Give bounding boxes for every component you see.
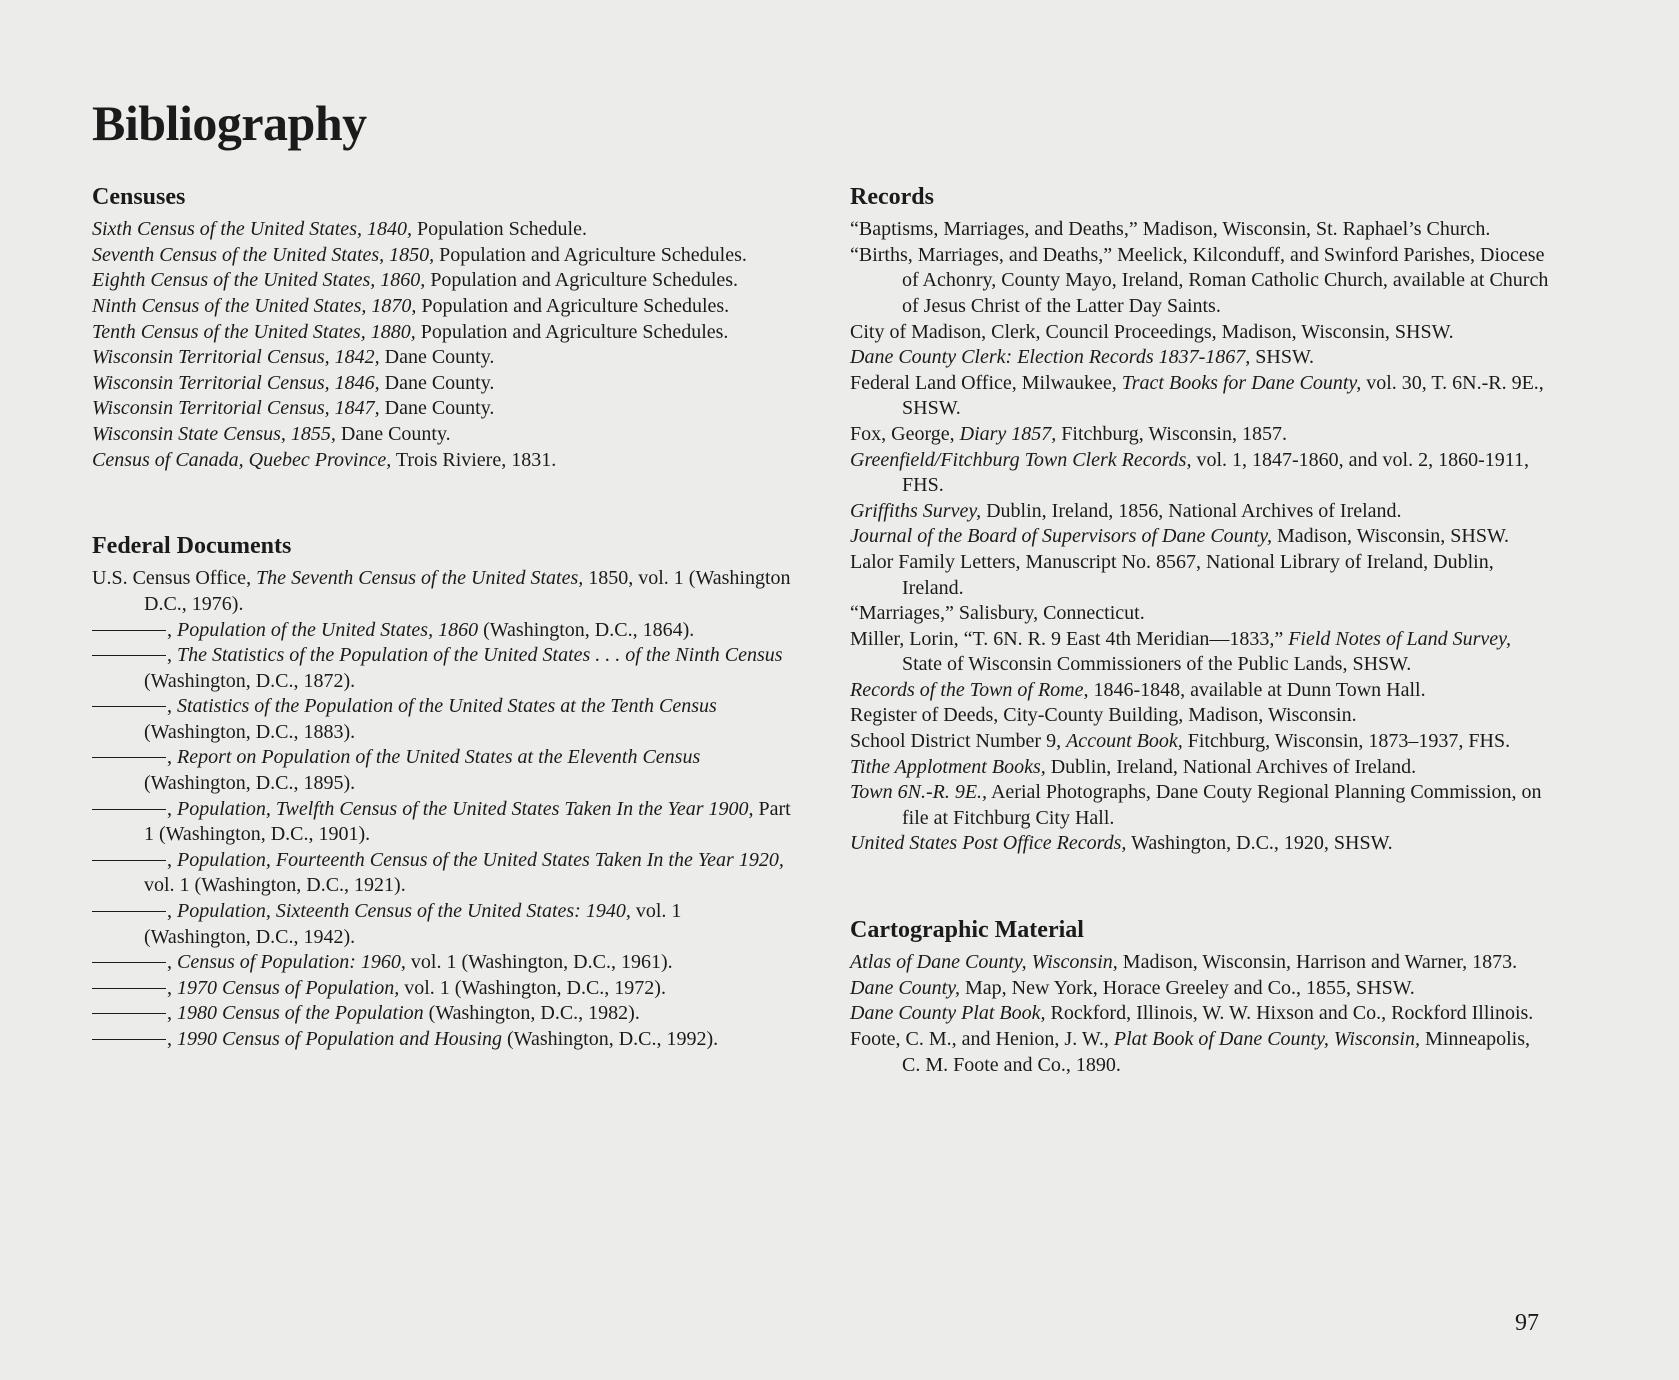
entry-text: , — [167, 976, 177, 999]
bibliography-entry — [850, 524, 1550, 550]
bibliography-entry — [92, 745, 792, 796]
entry-text: “Baptisms, Marriages, and Deaths,” Madison, Wisconsin, St. Raphael’s Church. — [850, 218, 1491, 241]
bibliography-entry — [850, 217, 1550, 243]
ditto-dash — [92, 911, 166, 912]
entry-text: , — [167, 951, 177, 974]
bibliography-entry — [850, 371, 1550, 422]
entry-title-text: Sixth Census of the United States, 1840, — [92, 218, 412, 241]
entry-text: vol. 30, T. 6N.-R. 9E., SHSW. — [902, 371, 1544, 420]
censuses-list — [92, 217, 792, 473]
entry-title-text: Field Notes of Land Survey, — [1288, 627, 1511, 650]
entry-text: Rockford, Illinois, W. W. Hixson and Co., Rockford Illinois. — [1045, 1002, 1534, 1025]
section-records — [850, 182, 1550, 857]
bibliography-entry — [850, 1001, 1550, 1027]
entry-title-text: Population, Sixteenth Census of the United States: 1940, — [177, 900, 631, 923]
entry-title-text: 1980 Census of the Population — [177, 1002, 424, 1025]
entry-title-text: Report on Population of the United States at the Eleventh Census — [177, 746, 701, 769]
bibliography-entry — [850, 703, 1550, 729]
ditto-dash — [92, 860, 166, 861]
bibliography-entry — [92, 320, 792, 346]
bibliography-entry — [92, 899, 792, 950]
entry-text: U.S. Census Office, — [92, 567, 257, 590]
section-censuses — [92, 182, 792, 473]
entry-title-text: Statistics of the Population of the United States at the Tenth Census — [177, 695, 717, 718]
bibliography-entry — [850, 950, 1550, 976]
entry-title-text: Tithe Applotment Books, — [850, 755, 1046, 778]
bibliography-entry — [850, 627, 1550, 678]
bibliography-entry — [850, 755, 1550, 781]
entry-text: Dane County. — [379, 397, 495, 420]
bibliography-entry — [92, 345, 792, 371]
entry-text: Dane County. — [379, 371, 495, 394]
entry-text: (Washington, D.C., 1864). — [478, 618, 695, 641]
bibliography-entry — [92, 294, 792, 320]
entry-title-text: Town 6N.-R. 9E., — [850, 781, 988, 804]
ditto-dash — [92, 655, 166, 656]
bibliography-entry — [92, 448, 792, 474]
entry-title-text: Population of the United States, 1860 — [177, 618, 479, 641]
entry-text: vol. 1, 1847-1860, and vol. 2, 1860-1911, FHS. — [902, 448, 1530, 497]
entry-text: , — [167, 695, 177, 718]
entry-title-text: Eighth Census of the United States, 1860, — [92, 269, 426, 292]
bibliography-entry — [850, 345, 1550, 371]
entry-text: Population and Agriculture Schedules. — [415, 320, 729, 343]
entry-title-text: Population, Twelfth Census of the United States Taken In the Year 1900, — [177, 797, 754, 820]
entry-text: Fitchburg, Wisconsin, 1873–1937, FHS. — [1182, 730, 1511, 753]
entry-title-text: United States Post Office Records, — [850, 832, 1127, 855]
ditto-dash — [92, 988, 166, 989]
entry-text: , — [167, 1028, 177, 1050]
entry-title-text: The Seventh Census of the United States, — [256, 567, 584, 590]
entry-text: , — [167, 746, 177, 769]
bibliography-entry — [92, 396, 792, 422]
entry-text: Trois Riviere, 1831. — [391, 448, 557, 471]
entry-text: vol. 1 (Washington, D.C., 1961). — [405, 951, 673, 974]
entry-text: Fitchburg, Wisconsin, 1857. — [1056, 422, 1287, 445]
entry-title-text: Dane County, — [850, 976, 960, 999]
entry-title-text: Diary 1857, — [959, 422, 1057, 445]
section-federal-documents — [92, 531, 792, 1052]
section-heading-records: Records — [850, 184, 934, 210]
entry-title-text: Population, Fourteenth Census of the United States Taken In the Year 1920, — [177, 848, 784, 871]
entry-text: Washington, D.C., 1920, SHSW. — [1126, 832, 1393, 855]
bibliography-entry — [92, 618, 792, 644]
entry-text: , — [167, 797, 177, 820]
section-heading-censuses: Censuses — [92, 184, 186, 210]
bibliography-entry — [850, 499, 1550, 525]
entry-text: Population Schedule. — [411, 218, 587, 241]
entry-text: Part 1 (Washington, D.C., 1901). — [144, 797, 791, 846]
entry-text: Register of Deeds, City-County Building, Madison, Wisconsin. — [850, 704, 1357, 727]
bibliography-entry — [92, 217, 792, 243]
section-heading-federal-documents: Federal Documents — [92, 533, 292, 560]
bibliography-entry — [92, 848, 792, 899]
entry-title-text: Dane County Plat Book, — [850, 1002, 1046, 1025]
entry-text: , — [167, 900, 177, 923]
ditto-dash — [92, 630, 166, 631]
entry-title-text: Wisconsin State Census, 1855, — [92, 422, 336, 445]
bibliography-entry — [850, 1027, 1550, 1078]
entry-title-text: Account Book, — [1066, 730, 1183, 753]
bibliography-entry — [850, 831, 1550, 857]
entry-title-text: Journal of the Board of Supervisors of Dane County, — [850, 525, 1273, 548]
entry-text: (Washington, D.C., 1992). — [502, 1028, 719, 1050]
entry-title-text: Wisconsin Territorial Census, 1842, — [92, 346, 380, 369]
bibliography-entry — [92, 950, 792, 976]
entry-text: Madison, Wisconsin, Harrison and Warner, 1873. — [1117, 951, 1518, 974]
entry-text: “Births, Marriages, and Deaths,” Meelick, Kilconduff, and Swinford Parishes, Diocese of Achonry, County Mayo, Ireland, Roman Catholic Church, available at Church of Jesus Christ of the Latter Day Saints. — [850, 243, 1549, 317]
entry-title-text: Griffiths Survey, — [850, 499, 982, 522]
bibliography-entry — [92, 797, 792, 848]
entry-text: Lalor Family Letters, Manuscript No. 8567, National Library of Ireland, Dublin, Ireland. — [850, 550, 1494, 599]
entry-text: vol. 1 (Washington, D.C., 1921). — [144, 874, 406, 897]
federal-documents-list — [92, 566, 792, 1052]
entry-text: (Washington, D.C., 1982). — [423, 1002, 640, 1025]
entry-title-text: Dane County Clerk: Election Records 1837-1867, — [850, 346, 1251, 369]
bibliography-entry — [850, 320, 1550, 346]
bibliography-entry — [92, 643, 792, 694]
entry-text: Federal Land Office, Milwaukee, — [850, 371, 1122, 394]
entry-title-text: The Statistics of the Population of the United States . . . of the Ninth Census — [177, 644, 783, 667]
entry-text: , — [167, 1002, 177, 1025]
entry-text: (Washington, D.C., 1883). — [144, 720, 356, 743]
entry-text: (Washington, D.C., 1895). — [144, 772, 356, 795]
entry-text: Aerial Photographs, Dane Couty Regional Planning Commission, on file at Fitchburg City Hall. — [902, 781, 1542, 829]
entry-text: Madison, Wisconsin, SHSW. — [1272, 525, 1510, 548]
entry-title-text: Ninth Census of the United States, 1870, — [92, 294, 417, 317]
entry-text: Minneapolis, C. M. Foote and Co., 1890. — [902, 1028, 1530, 1076]
entry-text: School District Number 9, — [850, 730, 1067, 753]
left-column — [92, 182, 792, 1111]
entry-title-text: Wisconsin Territorial Census, 1847, — [92, 397, 380, 420]
ditto-dash — [92, 962, 166, 963]
entry-text: State of Wisconsin Commissioners of the Public Lands, SHSW. — [902, 653, 1412, 676]
entry-text: Map, New York, Horace Greeley and Co., 1855, SHSW. — [960, 976, 1415, 999]
entry-text: Foote, C. M., and Henion, J. W., — [850, 1028, 1114, 1050]
bibliography-entry — [850, 601, 1550, 627]
bibliography-entry — [92, 976, 792, 1002]
entry-text: Population and Agriculture Schedules. — [434, 243, 747, 266]
entry-text: Dane County. — [335, 422, 451, 445]
entry-title-text: Census of Population: 1960, — [177, 951, 406, 974]
entry-title-text: Seventh Census of the United States, 1850, — [92, 243, 435, 266]
entry-title-text: Plat Book of Dane County, Wisconsin, — [1113, 1028, 1420, 1050]
bibliography-entry — [92, 1027, 792, 1053]
entry-text: 1850, vol. 1 (Washington D.C., 1976). — [144, 567, 791, 615]
page-number: 97 — [1515, 1310, 1539, 1336]
entry-text: Population and Agriculture Schedules. — [425, 269, 739, 292]
entry-text: Dane County. — [379, 346, 495, 369]
bibliography-entry — [850, 243, 1550, 320]
ditto-dash — [92, 706, 166, 707]
entry-text: Fox, George, — [850, 422, 960, 445]
entry-title-text: Tract Books for Dane County, — [1121, 371, 1362, 394]
entry-text: , — [167, 848, 177, 871]
ditto-dash — [92, 757, 166, 758]
bibliography-entry — [92, 371, 792, 397]
bibliography-entry — [92, 268, 792, 294]
entry-title-text: Atlas of Dane County, Wisconsin, — [850, 951, 1118, 974]
entry-text: Population and Agriculture Schedules. — [416, 294, 730, 317]
bibliography-entry — [850, 448, 1550, 499]
entry-text: 1846-1848, available at Dunn Town Hall. — [1088, 678, 1426, 701]
bibliography-entry — [850, 976, 1550, 1002]
page-title: Bibliography — [92, 95, 367, 151]
entry-text: Dublin, Ireland, National Archives of Ireland. — [1045, 755, 1417, 778]
bibliography-entry — [92, 422, 792, 448]
entry-title-text: 1970 Census of Population, — [177, 976, 400, 999]
entry-text: City of Madison, Clerk, Council Proceedings, Madison, Wisconsin, SHSW. — [850, 320, 1454, 343]
bibliography-entry — [850, 422, 1550, 448]
bibliography-entry — [92, 1001, 792, 1027]
bibliography-entry — [850, 550, 1550, 601]
entry-text: Miller, Lorin, “T. 6N. R. 9 East 4th Meridian—1833,” — [850, 627, 1289, 650]
ditto-dash — [92, 1013, 166, 1014]
cartographic-material-list — [850, 950, 1550, 1078]
bibliography-entry — [92, 566, 792, 617]
entry-title-text: Records of the Town of Rome, — [850, 678, 1089, 701]
entry-title-text: Tenth Census of the United States, 1880, — [92, 320, 416, 343]
bibliography-entry — [850, 729, 1550, 755]
bibliography-entry — [92, 243, 792, 269]
entry-text: vol. 1 (Washington, D.C., 1942). — [144, 900, 682, 948]
entry-text: , — [167, 618, 177, 641]
entry-text: (Washington, D.C., 1872). — [144, 669, 356, 692]
entry-text: “Marriages,” Salisbury, Connecticut. — [850, 602, 1145, 625]
entry-title-text: Greenfield/Fitchburg Town Clerk Records, — [850, 448, 1192, 471]
bibliography-entry — [850, 678, 1550, 704]
section-heading-cartographic-material: Cartographic Material — [850, 917, 1084, 944]
entry-text: vol. 1 (Washington, D.C., 1972). — [399, 976, 666, 999]
entry-text: Dublin, Ireland, 1856, National Archives of Ireland. — [981, 499, 1402, 522]
right-column — [850, 182, 1550, 1136]
entry-text: , — [167, 644, 177, 667]
bibliography-entry — [92, 694, 792, 745]
entry-title-text: 1990 Census of Population and Housing — [177, 1028, 503, 1050]
entry-title-text: Census of Canada, Quebec Province, — [92, 448, 392, 471]
ditto-dash — [92, 809, 166, 810]
bibliography-entry — [850, 780, 1550, 831]
entry-title-text: Wisconsin Territorial Census, 1846, — [92, 371, 380, 394]
ditto-dash — [92, 1039, 166, 1040]
section-cartographic-material — [850, 915, 1550, 1078]
entry-text: SHSW. — [1250, 346, 1315, 369]
records-list — [850, 217, 1550, 857]
